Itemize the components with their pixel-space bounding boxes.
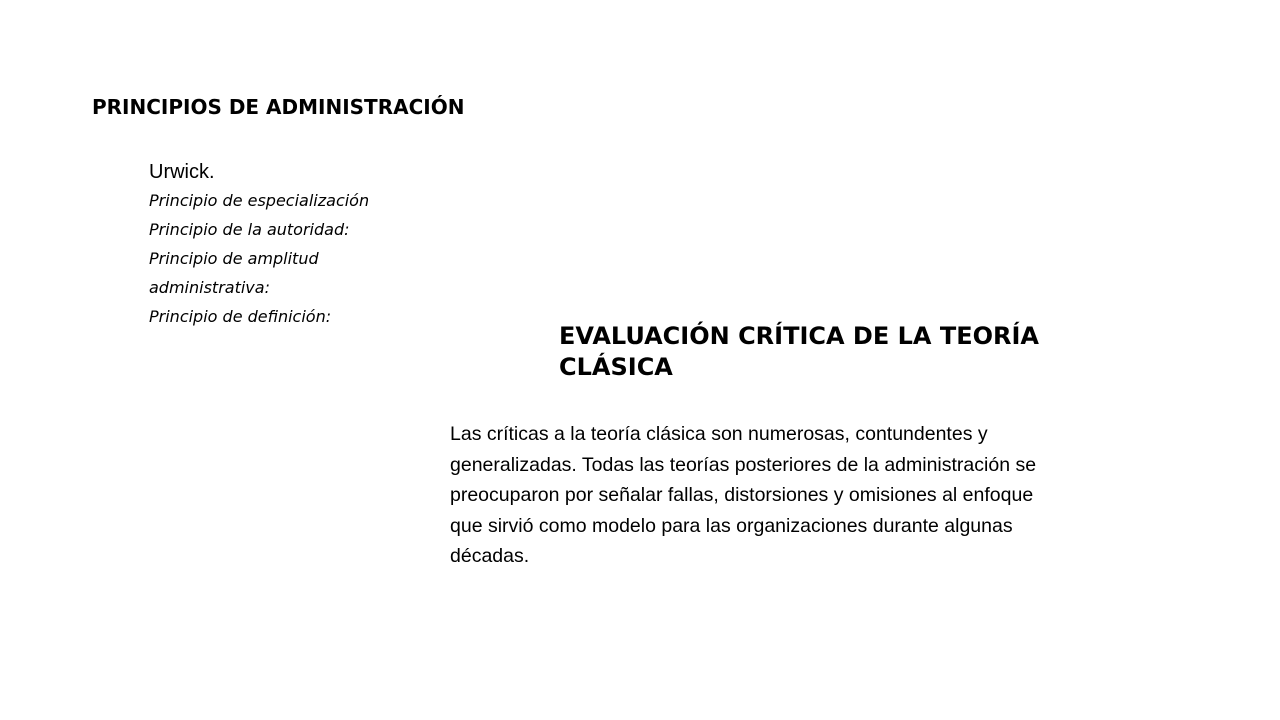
principle-list (149, 186, 439, 331)
principle-authority: Principio de la autoridad: (149, 220, 350, 239)
principles-heading: PRINCIPIOS DE ADMINISTRACIÓN (92, 95, 465, 119)
evaluation-body-text: Las críticas a la teoría clásica son numerosas, contundentes y generalizadas. Todas las teorías posteriores de la administración se preocuparon por señalar fallas, distorsiones y omisiones al enfoque que sirvió como modelo para las organizaciones durante algunas décadas. (450, 423, 1037, 567)
evaluation-title: EVALUACIÓN CRÍTICA DE LA TEORÍA CLÁSICA (559, 322, 1039, 381)
urwick-author: Urwick. (149, 161, 215, 183)
urwick-section (149, 158, 439, 331)
principle-specialization: Principio de especialización (149, 191, 370, 210)
principle-administrative-span: Principio de amplitud administrativa: (149, 249, 319, 297)
principle-definition: Principio de definición: (149, 307, 332, 326)
